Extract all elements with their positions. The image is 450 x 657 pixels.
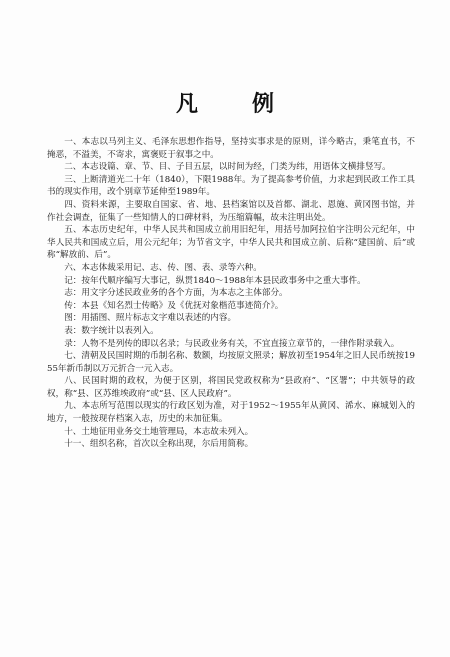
paragraph-tu: 图：用插图、照片标志文字难以表述的内容。 bbox=[64, 313, 237, 324]
paragraph-2: 二、本志设篇、章、节、目、子目五层，以时间为经，门类为纬，用语体文横排竖写。 bbox=[64, 162, 391, 173]
paragraph-11: 十一、组织名称，首次以全称出现，尔后用简称。 bbox=[64, 439, 254, 450]
paragraph-8: 八、民国时期的政权，为便于区别，将国民党政权称为“县政府”、“区署”；中共领导的政权，称“县、区苏维埃政府”或“县、区人民政府”。 bbox=[47, 376, 415, 399]
page-title: 凡 例 bbox=[175, 91, 290, 117]
paragraph-1: 一、本志以马列主义、毛泽东思想作指导，坚持实事求是的原则，详今略古，秉笔直书，不掩恶，不溢美，不寄求，寓褒贬于叙事之中。 bbox=[47, 137, 415, 160]
paragraph-5: 五、本志历史纪年，中华人民共和国成立前用旧纪年，用括号加阿拉伯字注明公元纪年，中华人民共和国成立后，用公元纪年；为节省文字，中华人民共和国成立前、后称“建国前、后”或称“解放前、后”。 bbox=[47, 225, 415, 261]
document-body bbox=[47, 136, 415, 451]
paragraph-9: 九、本志所写范围以现实的行政区划为准，对于1952～1955年从黄冈、浠水、麻城划入的地方，一般按现存档案入志，历史的未加征集。 bbox=[47, 401, 415, 425]
paragraph-7: 七、清朝及民国时期的币制名称、数额，均按原文照录；解放初至1954年之旧人民币统按1955年新币制以万元折合一元入志。 bbox=[47, 351, 415, 374]
paragraph-4: 四、资料来源，主要取自国家、省、地、县档案馆以及首都、湖北、恩施、黄冈图书馆，并作社会调查，征集了一些知情人的口碑材料，为压缩篇幅，故未注明出处。 bbox=[47, 199, 415, 223]
paragraph-10: 十、土地征用业务交土地管理局，本志故未列入。 bbox=[64, 426, 254, 437]
paragraph-6: 六、本志体裁采用记、志、传、图、表、录等六种。 bbox=[64, 262, 262, 273]
paragraph-lu: 录：人物不是列传的即以名录；与民政业务有关，不宜直接立章节的，一律作附录载入。 bbox=[64, 338, 400, 349]
paragraph-zhuan: 传：本县《知名烈士传略》及《优抚对象楷范事迹简介》。 bbox=[64, 300, 284, 311]
paragraph-3: 三、上断清道光二十年（1840），下限1988年。为了提高参考价值，力求起到民政工作工具书的现实作用，改个别章节延伸至1989年。 bbox=[47, 174, 415, 198]
paragraph-biao: 表：数字统计以表列入。 bbox=[64, 325, 159, 336]
paragraph-ji: 记：按年代顺序编写大事记，纵贯1840～1988年本县民政事务中之重大事件。 bbox=[64, 275, 366, 286]
paragraph-zhi: 志：用文字分述民政业务的各个方面，为本志之主体部分。 bbox=[64, 288, 288, 299]
